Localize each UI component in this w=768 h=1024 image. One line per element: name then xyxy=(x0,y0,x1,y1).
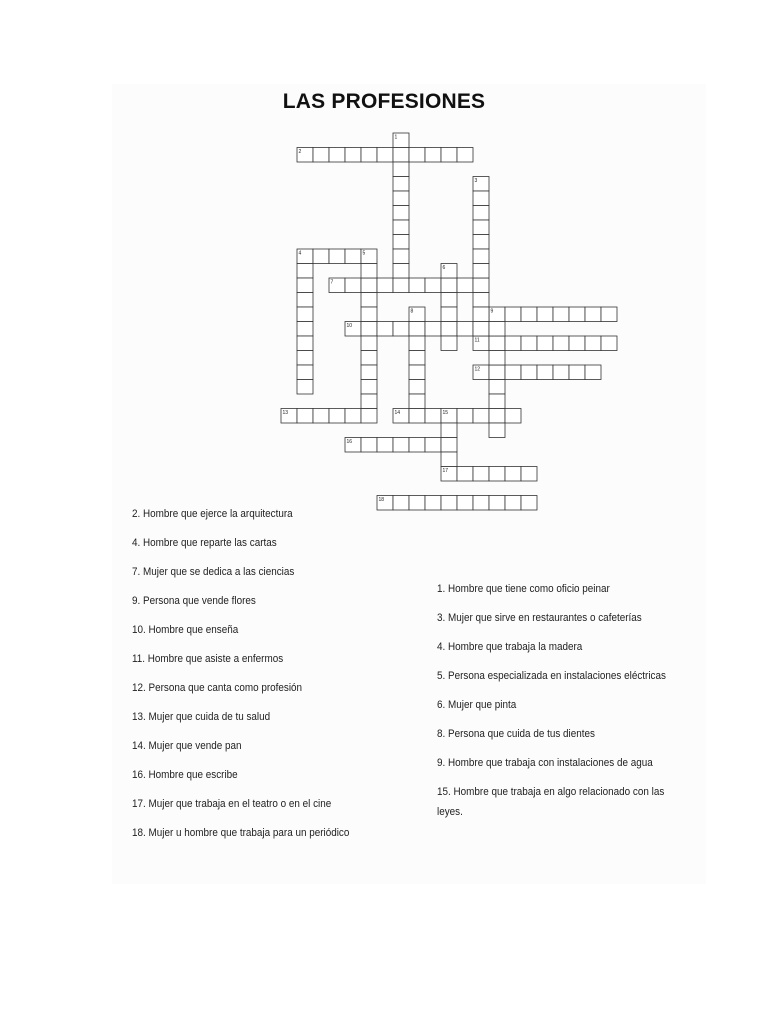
crossword-cell[interactable] xyxy=(409,380,425,395)
clue-number: 3 xyxy=(474,178,478,184)
crossword-cell[interactable] xyxy=(345,322,361,337)
clue-number: 18 xyxy=(378,497,385,503)
clue-across-item: 2. Hombre que ejerce la arquitectura xyxy=(132,508,293,520)
crossword-cell[interactable] xyxy=(457,148,473,163)
crossword-cell[interactable] xyxy=(409,438,425,453)
crossword-cell[interactable] xyxy=(569,336,585,351)
crossword-cell[interactable] xyxy=(297,278,313,293)
crossword-cell[interactable] xyxy=(457,278,473,293)
crossword-cell[interactable] xyxy=(441,496,457,511)
crossword-cell[interactable] xyxy=(489,380,505,395)
crossword-cell[interactable] xyxy=(393,278,409,293)
crossword-cell[interactable] xyxy=(441,452,457,467)
clue-across-item: 10. Hombre que enseña xyxy=(132,624,239,636)
crossword-cell[interactable] xyxy=(425,322,441,337)
crossword-cell[interactable] xyxy=(473,278,489,293)
crossword-cell[interactable] xyxy=(441,278,457,293)
clue-number: 8 xyxy=(410,308,414,315)
crossword-cell[interactable] xyxy=(393,191,409,206)
crossword-cell[interactable] xyxy=(361,148,377,163)
clue-number: 4 xyxy=(298,250,302,257)
crossword-cell[interactable] xyxy=(329,148,345,163)
crossword-cell[interactable] xyxy=(297,264,313,279)
crossword-cell[interactable] xyxy=(569,365,585,380)
crossword-cell[interactable] xyxy=(441,307,457,322)
crossword-cell[interactable] xyxy=(489,423,505,438)
clue-across-item: 7. Mujer que se dedica a las ciencias xyxy=(132,566,295,578)
crossword-cell[interactable] xyxy=(345,148,361,163)
crossword-cell[interactable] xyxy=(425,278,441,293)
crossword-cell[interactable] xyxy=(521,365,537,380)
crossword-cell[interactable] xyxy=(473,409,489,424)
crossword-cell[interactable] xyxy=(409,351,425,366)
crossword-cell[interactable] xyxy=(425,438,441,453)
crossword-cell[interactable] xyxy=(553,365,569,380)
crossword-cell[interactable] xyxy=(345,249,361,264)
clue-down-item: 9. Hombre que trabaja con instalaciones de agua xyxy=(437,757,653,769)
clue-across-item: 12. Persona que canta como profesión xyxy=(132,682,303,694)
crossword-cell[interactable] xyxy=(297,307,313,322)
crossword-cell[interactable] xyxy=(473,191,489,206)
crossword-cell[interactable] xyxy=(313,409,329,424)
crossword-cell[interactable] xyxy=(361,293,377,308)
crossword-cell[interactable] xyxy=(425,409,441,424)
crossword-cell[interactable] xyxy=(377,278,393,293)
crossword-cell[interactable] xyxy=(585,307,601,322)
crossword-cell[interactable] xyxy=(489,496,505,511)
crossword-cell[interactable] xyxy=(441,264,457,279)
crossword-cell[interactable] xyxy=(345,438,361,453)
crossword-cell[interactable] xyxy=(473,293,489,308)
crossword-cell[interactable] xyxy=(441,322,457,337)
crossword-cell[interactable] xyxy=(553,336,569,351)
crossword-cell[interactable] xyxy=(521,336,537,351)
clue-number: 12 xyxy=(474,366,481,373)
clue-down-item: 15. Hombre que trabaja en algo relacionado con las leyes. xyxy=(437,786,665,818)
crossword-cell[interactable] xyxy=(393,438,409,453)
crossword-cell[interactable] xyxy=(297,293,313,308)
crossword-cell[interactable] xyxy=(361,278,377,293)
crossword-cell[interactable] xyxy=(361,249,377,264)
clue-down-item: 5. Persona especializada en instalaciones eléctricas xyxy=(437,670,666,682)
crossword-cell[interactable] xyxy=(473,235,489,250)
crossword-cell[interactable] xyxy=(521,467,537,482)
crossword-cell[interactable] xyxy=(409,322,425,337)
crossword-cell[interactable] xyxy=(537,336,553,351)
clue-number: 15 xyxy=(442,410,449,416)
crossword-cell[interactable] xyxy=(409,496,425,511)
clue-across-item: 16. Hombre que escribe xyxy=(132,769,238,781)
crossword-cell[interactable] xyxy=(489,307,505,322)
crossword-cell[interactable] xyxy=(361,322,377,337)
crossword-cell[interactable] xyxy=(361,394,377,409)
crossword-cell[interactable] xyxy=(297,336,313,351)
clue-number: 1 xyxy=(394,134,398,141)
crossword-cell[interactable] xyxy=(409,409,425,424)
crossword-cell[interactable] xyxy=(393,206,409,221)
crossword-cell[interactable] xyxy=(441,293,457,308)
crossword-cell[interactable] xyxy=(393,177,409,192)
clue-number: 9 xyxy=(490,308,494,315)
clue-number: 13 xyxy=(282,410,289,416)
crossword-cell[interactable] xyxy=(457,467,473,482)
crossword-cell[interactable] xyxy=(441,467,457,482)
crossword-cell[interactable] xyxy=(521,307,537,322)
crossword-cell[interactable] xyxy=(473,249,489,264)
clue-across-item: 18. Mujer u hombre que trabaja para un periódico xyxy=(132,827,350,839)
crossword-cell[interactable] xyxy=(489,394,505,409)
crossword-cell[interactable] xyxy=(489,467,505,482)
crossword-cell[interactable] xyxy=(441,438,457,453)
clue-down-item: 4. Hombre que trabaja la madera xyxy=(437,641,583,653)
crossword-cell[interactable] xyxy=(297,409,313,424)
crossword-cell[interactable] xyxy=(345,278,361,293)
crossword-cell[interactable] xyxy=(537,307,553,322)
clue-number: 2 xyxy=(298,149,302,155)
page-title: LAS PROFESIONES xyxy=(282,90,486,113)
crossword-cell[interactable] xyxy=(601,336,617,351)
crossword-cell[interactable] xyxy=(377,148,393,163)
crossword-cell[interactable] xyxy=(505,467,521,482)
crossword-cell[interactable] xyxy=(457,496,473,511)
clue-number: 5 xyxy=(362,250,366,257)
crossword-cell[interactable] xyxy=(489,351,505,366)
crossword-cell[interactable] xyxy=(329,409,345,424)
crossword-cell[interactable] xyxy=(441,148,457,163)
crossword-cell[interactable] xyxy=(297,380,313,395)
crossword-cell[interactable] xyxy=(505,409,521,424)
crossword-cell[interactable] xyxy=(361,264,377,279)
crossword-cell[interactable] xyxy=(393,249,409,264)
clue-across-item: 4. Hombre que reparte las cartas xyxy=(132,537,277,549)
crossword-cell[interactable] xyxy=(425,496,441,511)
crossword-cell[interactable] xyxy=(281,409,297,424)
crossword-cell[interactable] xyxy=(329,249,345,264)
crossword-cell[interactable] xyxy=(313,249,329,264)
crossword-cell[interactable] xyxy=(489,409,505,424)
clue-down-item: 6. Mujer que pinta xyxy=(437,699,517,711)
clue-number: 7 xyxy=(330,279,334,286)
clue-down-item: 1. Hombre que tiene como oficio peinar xyxy=(437,583,610,595)
crossword-cell[interactable] xyxy=(409,365,425,380)
crossword-cell[interactable] xyxy=(345,409,361,424)
crossword-cell[interactable] xyxy=(393,264,409,279)
crossword-cell[interactable] xyxy=(377,438,393,453)
crossword-cell[interactable] xyxy=(457,409,473,424)
crossword-cell[interactable] xyxy=(361,336,377,351)
crossword-cell[interactable] xyxy=(473,307,489,322)
crossword-cell[interactable] xyxy=(473,206,489,221)
crossword-cell[interactable] xyxy=(473,336,489,351)
crossword-cell[interactable] xyxy=(329,278,345,293)
crossword-cell[interactable] xyxy=(489,322,505,337)
crossword-cell[interactable] xyxy=(473,264,489,279)
clue-across-item: 14. Mujer que vende pan xyxy=(132,740,242,752)
clue-number: 10 xyxy=(346,323,353,329)
clue-across-item: 11. Hombre que asiste a enfermos xyxy=(132,653,284,665)
clue-number: 14 xyxy=(394,410,401,416)
crossword-cell[interactable] xyxy=(393,162,409,177)
crossword-cell[interactable] xyxy=(297,249,313,264)
crossword-cell[interactable] xyxy=(553,307,569,322)
crossword-cell[interactable] xyxy=(473,467,489,482)
crossword-cell[interactable] xyxy=(297,148,313,163)
clue-number: 6 xyxy=(442,265,446,271)
crossword-cell[interactable] xyxy=(393,235,409,250)
crossword-cell[interactable] xyxy=(457,322,473,337)
crossword-cell[interactable] xyxy=(297,322,313,337)
crossword-cell[interactable] xyxy=(425,148,441,163)
clue-down-item: 8. Persona que cuida de tus dientes xyxy=(437,728,595,740)
crossword-cell[interactable] xyxy=(361,380,377,395)
crossword-cell[interactable] xyxy=(361,351,377,366)
crossword-cell[interactable] xyxy=(393,133,409,148)
clue-number: 17 xyxy=(442,468,449,474)
crossword-cell[interactable] xyxy=(377,496,393,511)
crossword-cell[interactable] xyxy=(489,365,505,380)
crossword-cell[interactable] xyxy=(521,496,537,511)
crossword-cell[interactable] xyxy=(361,307,377,322)
crossword-cell[interactable] xyxy=(361,438,377,453)
clue-number: 11 xyxy=(474,337,480,344)
crossword-cell[interactable] xyxy=(441,409,457,424)
crossword-cell[interactable] xyxy=(473,322,489,337)
crossword-cell[interactable] xyxy=(409,307,425,322)
crossword-cell[interactable] xyxy=(361,365,377,380)
crossword-cell[interactable] xyxy=(409,148,425,163)
crossword-cell[interactable] xyxy=(505,336,521,351)
crossword-cell[interactable] xyxy=(473,177,489,192)
clue-across-item: 13. Mujer que cuida de tu salud xyxy=(132,711,271,723)
crossword-cell[interactable] xyxy=(473,365,489,380)
crossword-cell[interactable] xyxy=(537,365,553,380)
crossword-cell[interactable] xyxy=(393,496,409,511)
crossword-cell[interactable] xyxy=(601,307,617,322)
clue-down-item: 3. Mujer que sirve en restaurantes o cafeterías xyxy=(437,612,642,624)
crossword-cell[interactable] xyxy=(441,423,457,438)
crossword-cell[interactable] xyxy=(585,336,601,351)
crossword-cell[interactable] xyxy=(393,322,409,337)
crossword-cell[interactable] xyxy=(473,496,489,511)
clue-number: 16 xyxy=(346,439,353,445)
crossword-cell[interactable] xyxy=(489,336,505,351)
crossword-cell[interactable] xyxy=(409,278,425,293)
crossword-cell[interactable] xyxy=(393,409,409,424)
crossword-cell[interactable] xyxy=(585,365,601,380)
crossword-cell[interactable] xyxy=(393,220,409,235)
crossword-cell[interactable] xyxy=(569,307,585,322)
clue-across-item: 17. Mujer que trabaja en el teatro o en el cine xyxy=(132,798,332,810)
crossword-cell[interactable] xyxy=(297,365,313,380)
crossword-cell[interactable] xyxy=(409,336,425,351)
crossword-cell[interactable] xyxy=(505,365,521,380)
crossword-cell[interactable] xyxy=(473,220,489,235)
clue-across-item: 9. Persona que vende flores xyxy=(132,595,256,607)
crossword-cell[interactable] xyxy=(409,394,425,409)
crossword-cell[interactable] xyxy=(393,148,409,163)
crossword-cell[interactable] xyxy=(377,322,393,337)
crossword-cell[interactable] xyxy=(313,148,329,163)
crossword-cell[interactable] xyxy=(361,409,377,424)
crossword-cell[interactable] xyxy=(505,496,521,511)
crossword-cell[interactable] xyxy=(505,307,521,322)
crossword-cell[interactable] xyxy=(297,351,313,366)
crossword-cell[interactable] xyxy=(441,336,457,351)
